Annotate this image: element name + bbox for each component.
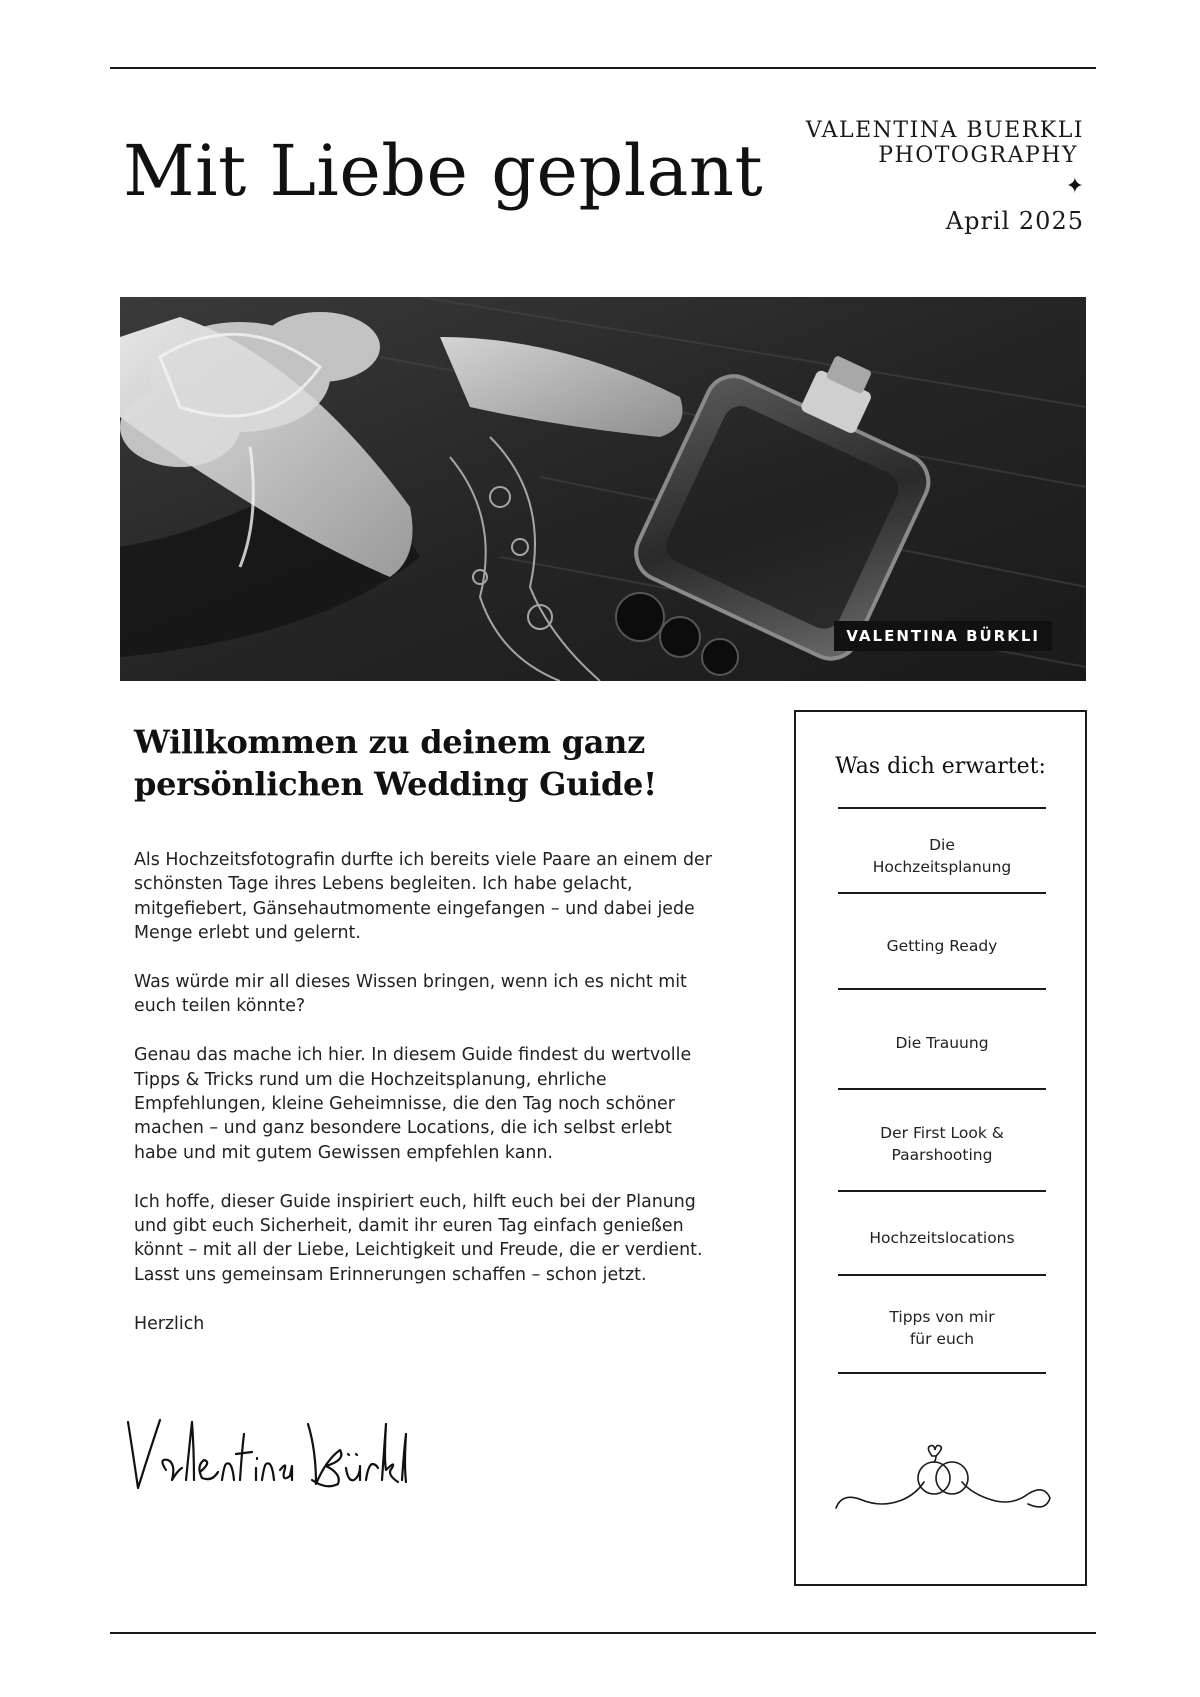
toc-divider [838,892,1046,894]
welcome-letter [134,848,714,1336]
toc-divider [838,988,1046,990]
toc-divider [838,807,1046,809]
toc-item-tipps: Tipps von mir für euch [889,1308,995,1348]
letter-paragraph-3: Genau das mache ich hier. In diesem Guide findest du wertvolle Tipps & Tricks rund um die Hochzeitsplanung, ehrliche Empfehlungen, kleine Geheimnisse, die den Tag noch schöner machen – und ganz besondere Locations, die ich selbst erlebt habe und mit gutem Gewissen empfehlen kann. [134,1045,692,1163]
toc-item-trauung: Die Trauung [895,1034,989,1052]
toc-divider [838,1274,1046,1276]
brand-line-2: PHOTOGRAPHY [878,143,1078,168]
toc-item-getting-ready: Getting Ready [886,937,998,955]
letter-paragraph-4: Ich hoffe, dieser Guide inspiriert euch, hilft euch bei der Planung und gibt euch Sicherheit, damit ihr euren Tag einfach genießen könnt – mit all der Liebe, Leichtigkeit und Freude, die er verdient. Lasst uns gemeinsam Erinnerungen schaffen – schon jetzt. [134,1191,703,1285]
toc-divider [838,1190,1046,1192]
page-title: Mit Liebe geplant [123,130,764,212]
contents-sidebar [794,710,1087,1586]
toc-item-hochzeitsplanung: Die Hochzeitsplanung [872,836,1012,876]
brand-name [806,118,1084,168]
letter-paragraph-1: Als Hochzeitsfotografin durfte ich bereits viele Paare an einem der schönsten Tage ihres Lebens begleiten. Ich habe gelacht, mitgefiebert, Gänsehautmomente eingefangen – und dabei jede Menge erlebt und gelernt. [134,850,712,944]
issue-date: April 2025 [945,207,1084,235]
handwritten-signature [120,1410,410,1500]
bottom-rule [110,1632,1096,1634]
toc-item-hochzeitslocations: Hochzeitslocations [869,1229,1015,1247]
toc-item-first-look: Der First Look & Paarshooting [880,1124,1004,1164]
sidebar-title: Was dich erwartet: [835,754,1046,779]
toc-divider [838,1088,1046,1090]
sparkle-icon: ✦ [1065,173,1084,198]
brand-line-1: VALENTINA BUERKLI [805,118,1084,143]
wedding-rings-heart-icon [832,1442,1054,1522]
top-rule [110,67,1096,69]
photo-watermark: VALENTINA BÜRKLI [834,621,1052,651]
letter-closing: Herzlich [134,1313,205,1334]
letter-paragraph-2: Was würde mir all dieses Wissen bringen, wenn ich es nicht mit euch teilen könnte? [134,972,687,1017]
hero-photo [120,297,1086,681]
welcome-heading: Willkommen zu deinem ganz persönlichen Wedding Guide! [134,723,657,803]
toc-divider [838,1372,1046,1374]
